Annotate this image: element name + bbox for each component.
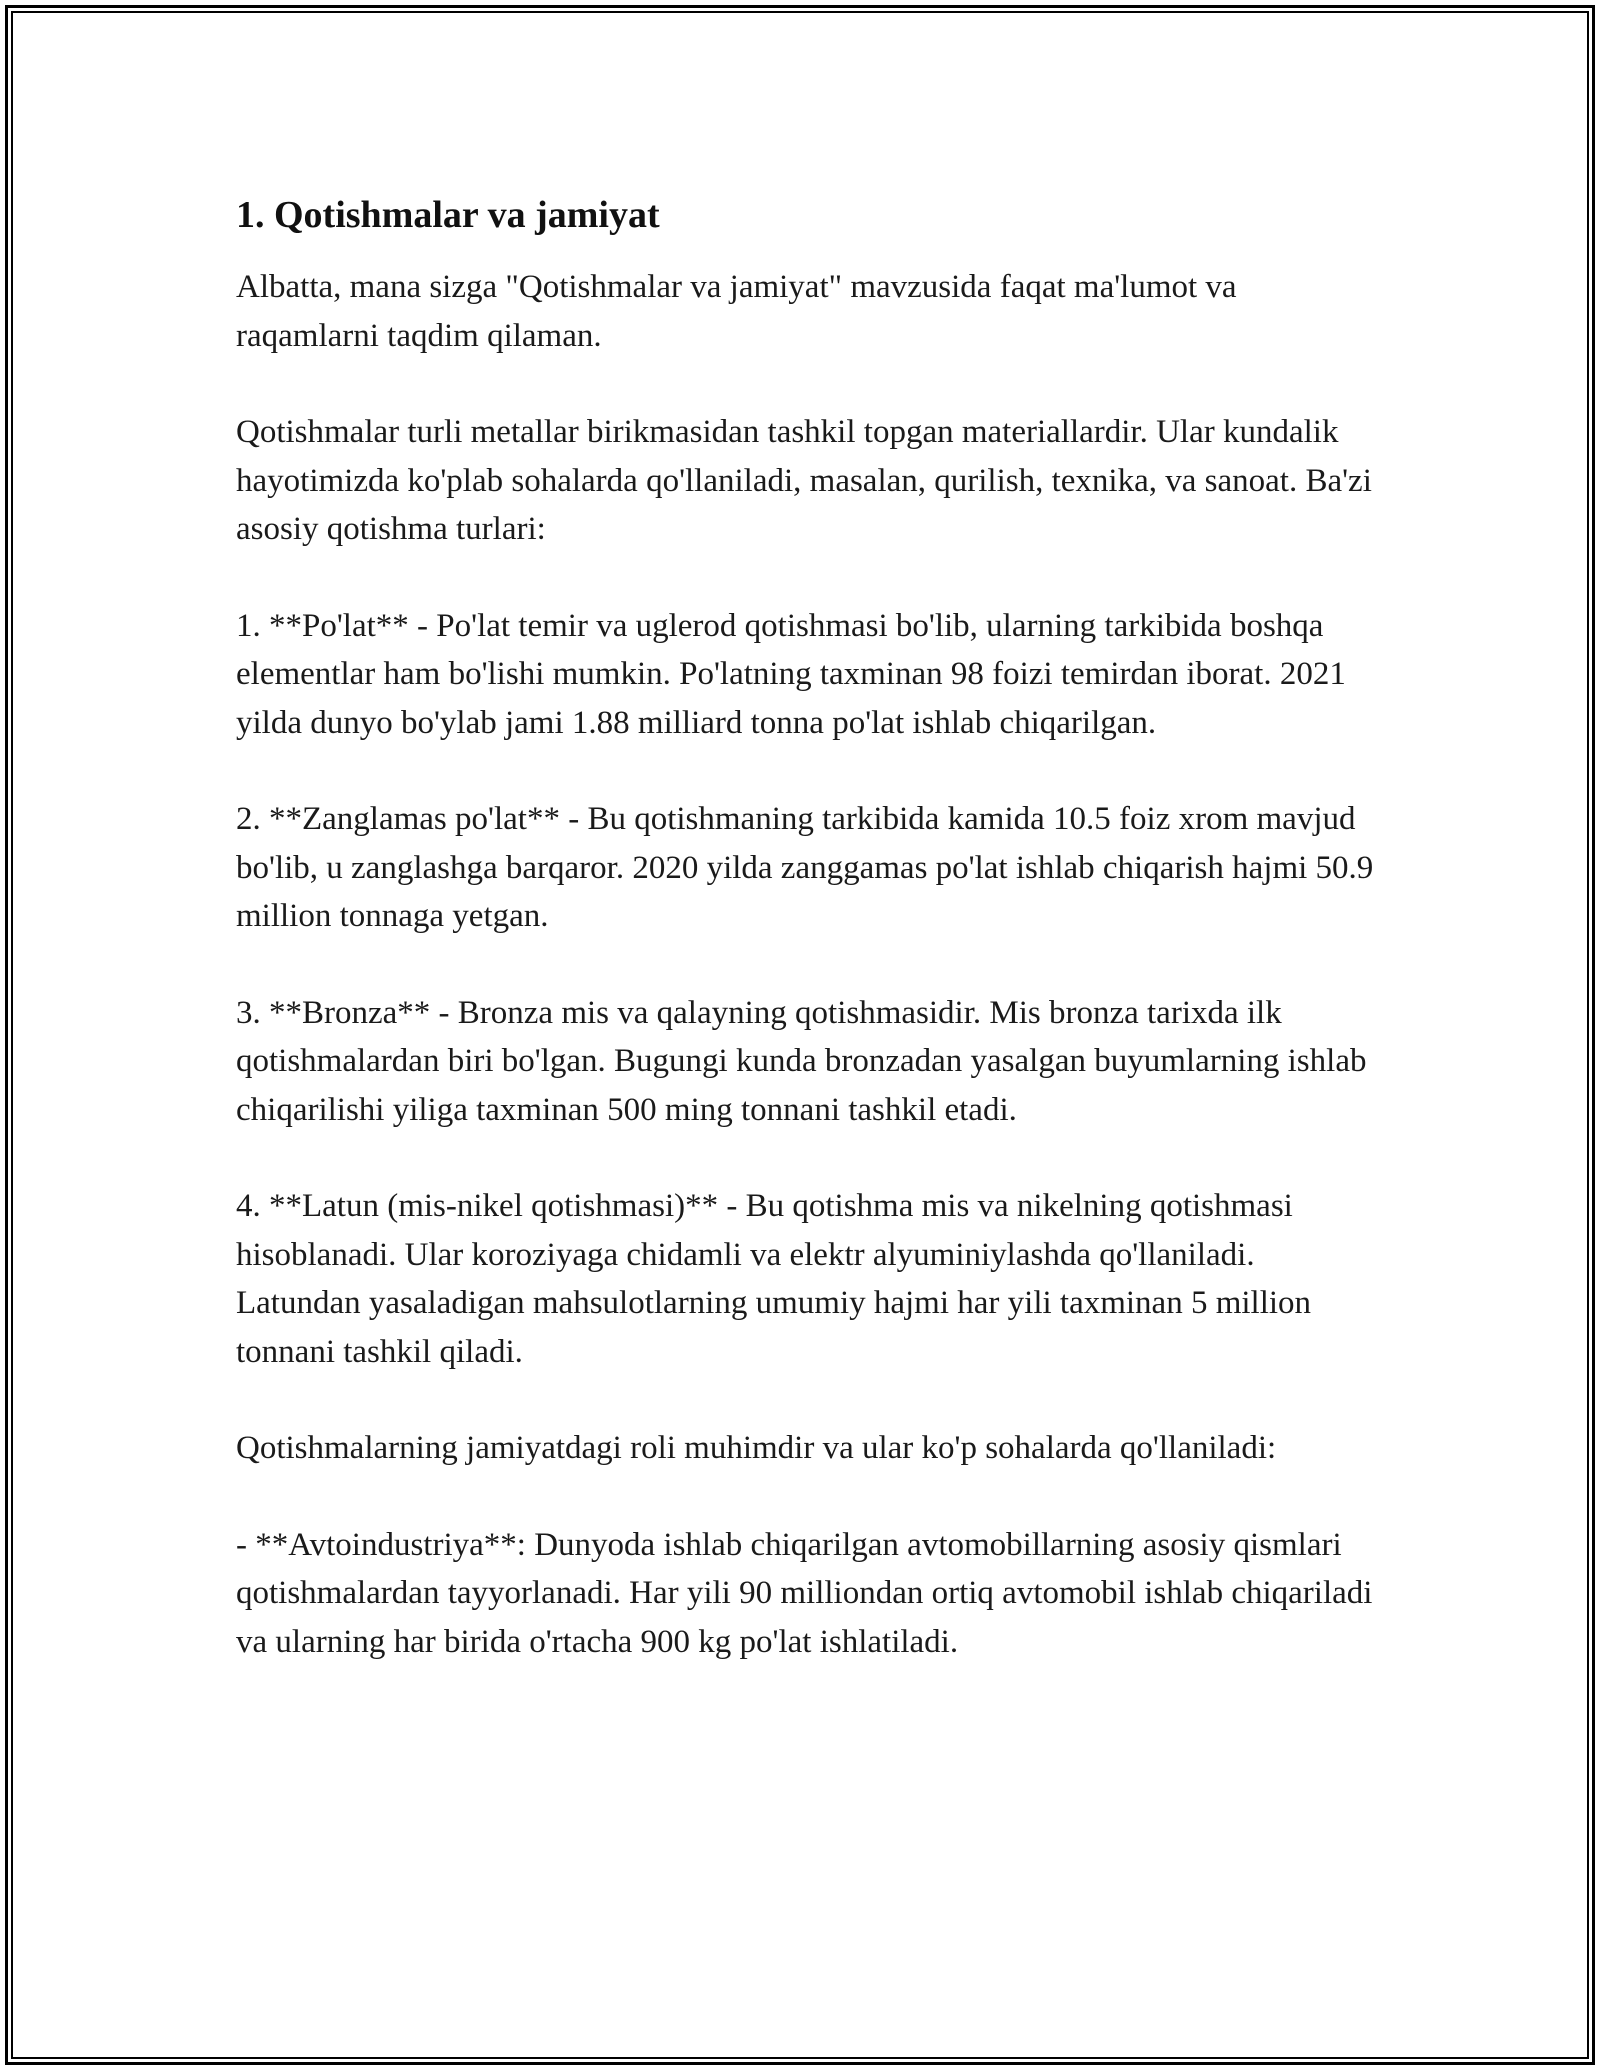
- list-item-steel: 1. **Po'lat** - Po'lat temir va uglerod qotishmasi bo'lib, ularning tarkibida boshqa elementlar ham bo'lishi mumkin. Po'latning taxminan 98 foizi temirdan iborat. 2021 yilda dunyo bo'ylab jami 1.88 milliard tonna po'lat ishlab chiqarilgan.: [236, 607, 1346, 741]
- society-role-paragraph: Qotishmalarning jamiyatdagi roli muhimdir va ular ko'p sohalarda qo'llaniladi:: [236, 1430, 1277, 1466]
- document-body: [236, 188, 1376, 1714]
- section-heading: 1. Qotishmalar va jamiyat: [236, 194, 660, 236]
- alloys-overview-paragraph: Qotishmalar turli metallar birikmasidan tashkil topgan materiallardir. Ular kundalik hayotimizda ko'plab sohalarda qo'llaniladi, masalan, qurilish, texnika, va sanoat. Ba'zi asosiy qotishma turlari:: [236, 414, 1372, 547]
- bullet-automotive: - **Avtoindustriya**: Dunyoda ishlab chiqarilgan avtomobillarning asosiy qismlari qotishmalardan tayyorlanadi. Har yili 90 milliondan ortiq avtomobil ishlab chiqariladi va ularning har birida o'rtacha 900 kg po'lat ishlatiladi.: [236, 1526, 1373, 1660]
- list-item-brass: 4. **Latun (mis-nikel qotishmasi)** - Bu qotishma mis va nikelning qotishmasi hisoblanadi. Ular koroziyaga chidamli va elektr alyuminiylashda qo'llaniladi. Latundan yasaladigan mahsulotlarning umumiy hajmi har yili taxminan 5 million tonnani tashkil qiladi.: [236, 1188, 1312, 1370]
- list-item-bronze: 3. **Bronza** - Bronza mis va qalayning qotishmasidir. Mis bronza tarixda ilk qotishmalardan biri bo'lgan. Bugungi kunda bronzadan yasalgan buyumlarning ishlab chiqarilishi yiliga taxminan 500 ming tonnani tashkil etadi.: [236, 994, 1367, 1128]
- intro-paragraph: Albatta, mana sizga "Qotishmalar va jamiyat" mavzusida faqat ma'lumot va raqamlarni taqdim qilaman.: [236, 269, 1237, 354]
- list-item-stainless-steel: 2. **Zanglamas po'lat** - Bu qotishmaning tarkibida kamida 10.5 foiz xrom mavjud bo'lib, u zanglashga barqaror. 2020 yilda zanggamas po'lat ishlab chiqarish hajmi 50.9 million tonnaga yetgan.: [236, 801, 1374, 934]
